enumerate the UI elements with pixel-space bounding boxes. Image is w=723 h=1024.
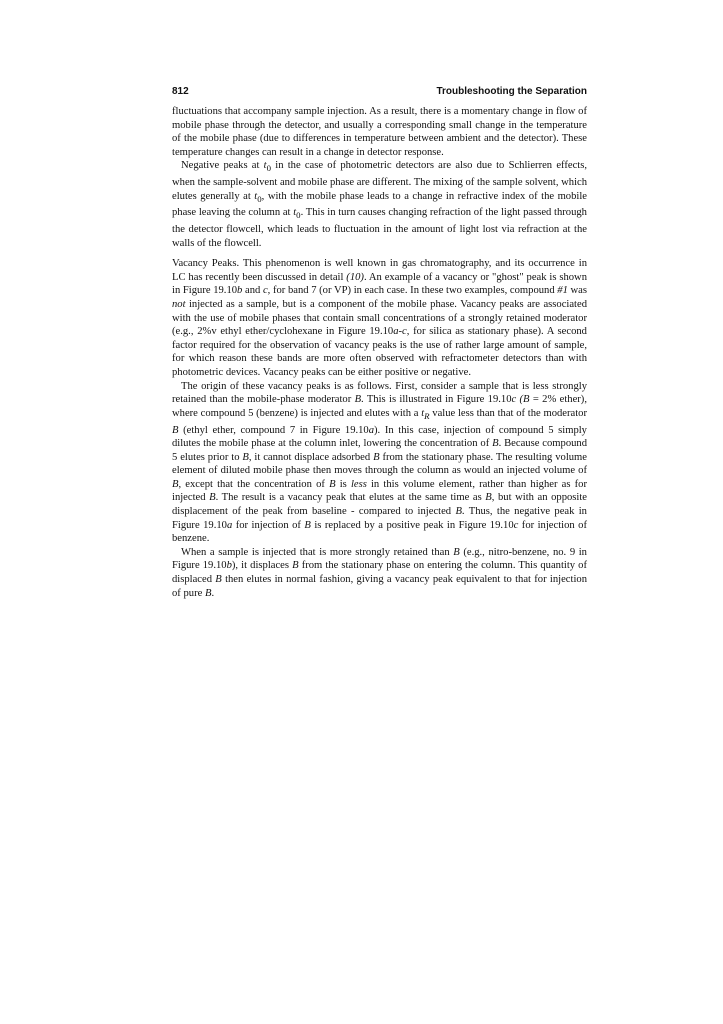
- paragraph: Negative peaks at $t_0$ in the case of photometric detectors are also due to Schlierren effects, when the sample-solvent and mobile phase are different. The mixing of the sample solvent, which elutes generally at $t_0$, with the mobile phase leads to a change in refractive index of the mobile phase leaving the column at $t_0$. This in turn causes changing refraction of the light passed through the detector flowcell, which leads to fluctuation in the amount of light lost via refraction at the walls of the flowcell.: [172, 160, 588, 249]
- page-content: [172, 86, 587, 600]
- running-head: [172, 86, 587, 98]
- running-title: Troubleshooting the Separation: [436, 86, 587, 97]
- paragraph: fluctuations that accompany sample injection. As a result, there is a momentary change in flow of mobile phase through the detector, and usually a corresponding small change in the temperature of the mobile phase (due to differences in temperature between ambient and the detector). These temperature changes can result in a change in detector response.: [172, 106, 587, 158]
- paragraph: Vacancy Peaks. This phenomenon is well known in gas chromatography, and its occurrence in LC has recently been discussed in detail (10). An example of a vacancy or "ghost" peak is shown in Figure 19.10b and c, for band 7 (or VP) in each case. In these two examples, compound #1 was not injected as a sample, but is a component of the mobile phase. Vacancy peaks are associated with the use of mobile phases that contain small concentrations of a strongly retained moderator (e.g., 2%v ethyl ether/cyclohexane in Figure 19.10a-c, for silica as stationary phase). A second factor required for the observation of vacancy peaks is the use of rather large amount of sample, for which reason these bands are more often observed with refractometer detectors than with photometric devices. Vacancy peaks can be either positive or negative.: [172, 258, 588, 379]
- paragraph: When a sample is injected that is more strongly retained than B (e.g., nitro-benzene, no. 9 in Figure 19.10b), it displaces B from the stationary phase on entering the column. This quantity of displaced B then elutes in normal fashion, giving a vacancy peak equivalent to that for injection of pure B.: [172, 546, 587, 599]
- page-number: 812: [172, 86, 189, 97]
- paragraph: The origin of these vacancy peaks is as follows. First, consider a sample that is less strongly retained than the mobile-phase moderator B. This is illustrated in Figure 19.10c (B = 2% ether), where compound 5 (benzene) is injected and elutes with a $t_R$ value less than that of the moderator B (ethyl ether, compound 7 in Figure 19.10a). In this case, injection of compound 5 simply dilutes the mobile phase at the column inlet, lowering the concentration of B. Because compound 5 elutes prior to B, it cannot displace adsorbed B from the stationary phase. The resulting volume element of diluted mobile phase then moves through the column as would an injected volume of B, except that the concentration of B is less in this volume element, rather than higher as for injected B. The result is a vacancy peak that elutes at the same time as B, but with an opposite displacement of the peak from baseline - compared to injected B. Thus, the negative peak in Figure 19.10a for injection of B is replaced by a positive peak in Figure 19.10c for injection of benzene.: [172, 380, 588, 545]
